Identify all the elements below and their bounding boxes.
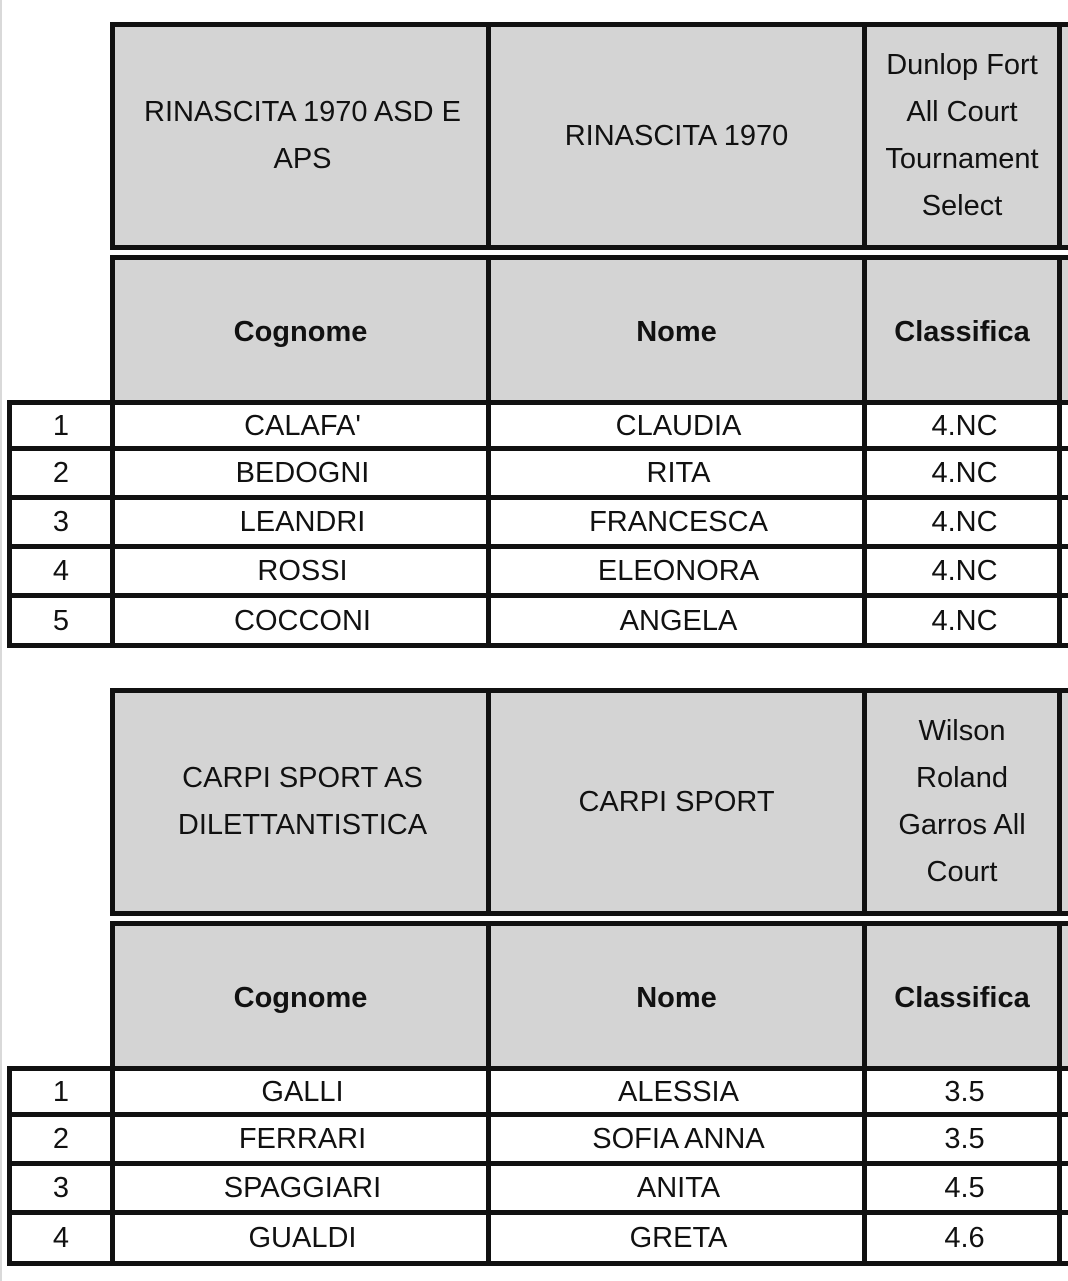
row-name: RITA: [646, 457, 711, 489]
header-ranking: [867, 926, 1057, 1071]
ball-model: [867, 27, 1057, 245]
page-left-edge: [0, 0, 2, 1281]
row-ranking: 4.5: [944, 1172, 985, 1204]
row-name: ELEONORA: [597, 555, 760, 587]
team-name: [491, 693, 862, 911]
row-number: 4: [52, 1222, 70, 1254]
header-surname: [115, 260, 486, 405]
club-name-text: CARPI SPORT AS DILETTANTISTICA: [177, 762, 428, 841]
row-name: GRETA: [629, 1222, 728, 1254]
row-name: FRANCESCA: [589, 506, 768, 538]
row-ranking: 4.6: [944, 1222, 985, 1254]
row-ranking: 4.NC: [931, 604, 998, 637]
row-name: ALESSIA: [618, 1075, 739, 1108]
row-ranking: 4.NC: [931, 409, 998, 442]
row-name: CLAUDIA: [615, 409, 742, 442]
header-name-text: Nome: [636, 982, 717, 1014]
row-surname: CALAFA': [244, 409, 361, 442]
team-name-text: CARPI SPORT: [578, 785, 775, 818]
ball-model-text: Dunlop Fort All Court Tournament Select: [885, 49, 1039, 222]
row-surname: COCCONI: [234, 604, 371, 637]
club-name-text: RINASCITA 1970 ASD E APS: [144, 96, 461, 175]
row-surname: FERRARI: [238, 1123, 367, 1155]
row-number: 1: [52, 409, 70, 442]
row-name: SOFIA ANNA: [592, 1123, 765, 1155]
header-ranking-text: Classifica: [894, 316, 1030, 348]
row-number: 5: [52, 604, 70, 637]
row-number: 2: [52, 457, 70, 489]
row-number: 3: [52, 506, 70, 538]
ball-model: [867, 693, 1057, 911]
row-number: 4: [52, 555, 70, 587]
divider: [1057, 688, 1062, 916]
header-surname: [115, 926, 486, 1071]
header-name: [491, 926, 862, 1071]
header-surname-text: Cognome: [233, 316, 368, 348]
row-ranking: 3.5: [944, 1123, 985, 1155]
row-surname: SPAGGIARI: [223, 1172, 382, 1204]
row-number: 2: [52, 1123, 70, 1155]
row-ranking: 3.5: [944, 1075, 985, 1108]
row-surname: GALLI: [261, 1075, 344, 1108]
row-ranking: 4.NC: [931, 555, 998, 587]
team-name-text: RINASCITA 1970: [564, 119, 789, 152]
divider: [1057, 22, 1062, 250]
divider: [1057, 255, 1062, 405]
divider: [1057, 921, 1062, 1071]
header-ranking: [867, 260, 1057, 405]
row-surname: ROSSI: [257, 555, 348, 587]
row-name: ANITA: [636, 1172, 721, 1204]
row-surname: BEDOGNI: [235, 457, 370, 489]
ball-model-text: Wilson Roland Garros All Court: [898, 715, 1026, 888]
header-name: [491, 260, 862, 405]
header-ranking-text: Classifica: [894, 982, 1030, 1014]
row-number: 3: [52, 1172, 70, 1204]
row-ranking: 4.NC: [931, 506, 998, 538]
row-name: ANGELA: [619, 604, 738, 637]
row-surname: GUALDI: [248, 1222, 357, 1254]
row-number: 1: [52, 1075, 70, 1108]
header-surname-text: Cognome: [233, 982, 368, 1014]
row-ranking: 4.NC: [931, 457, 998, 489]
header-name-text: Nome: [636, 316, 717, 348]
row-surname: LEANDRI: [239, 506, 366, 538]
club-name: [130, 27, 475, 245]
club-name: [130, 693, 475, 911]
team-name: [491, 27, 862, 245]
